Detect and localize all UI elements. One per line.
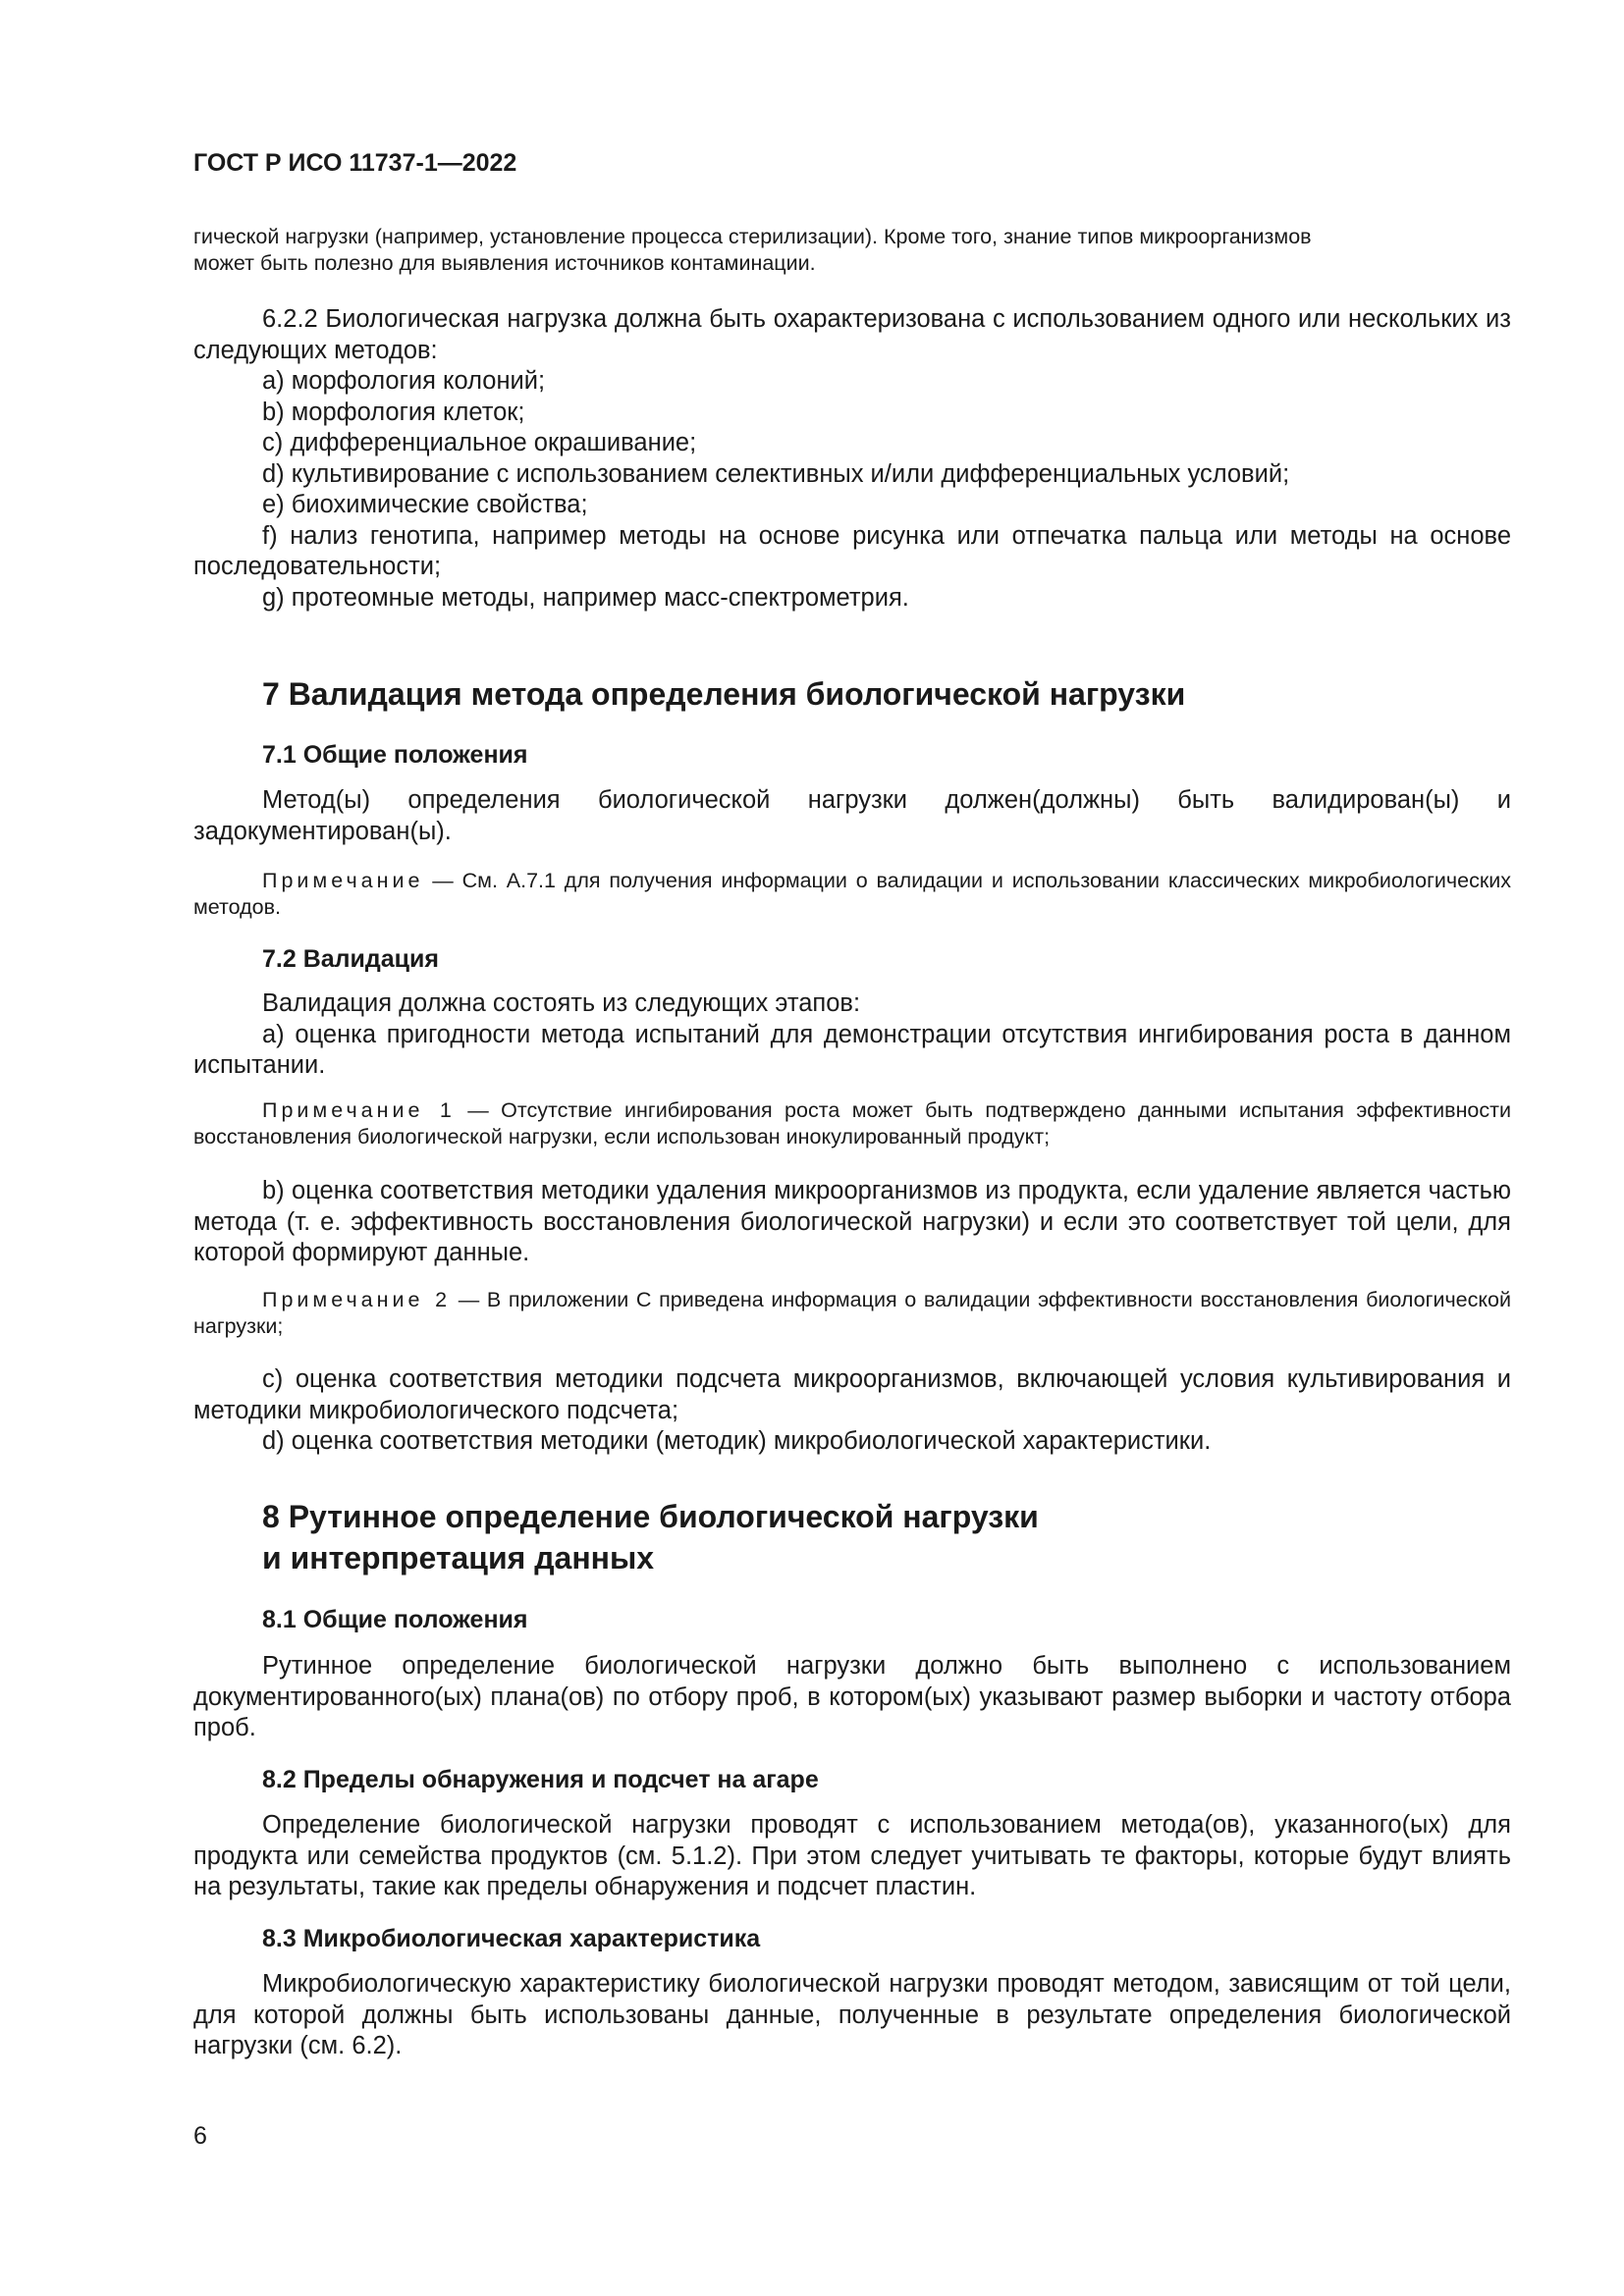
- list-item-c: c) дифференциальное окрашивание;: [262, 429, 697, 456]
- section-8-2-title: 8.2 Пределы обнаружения и подсчет на агаре: [262, 1766, 819, 1793]
- note-7-1: [193, 868, 1511, 921]
- page-number: 6: [193, 2122, 207, 2150]
- section-8-3-body: [193, 1969, 1511, 2062]
- section-8-1-title: 8.1 Общие положения: [262, 1606, 528, 1633]
- section-7-1-body: [193, 785, 1511, 847]
- paragraph-7-2-c: c) оценка соответствия методики подсчета микроорганизмов, включающей условия культивирования и методики микробиологического подсчета;: [193, 1365, 1511, 1424]
- paragraph-6-2-2: 6.2.2 Биологическая нагрузка должна быть охарактеризована с использованием одного или нескольких из следующих методов:: [193, 305, 1511, 364]
- note-body: — В приложении С приведена информация о валидации эффективности восстановления биологической нагрузки;: [193, 1288, 1512, 1338]
- paragraph-7-1: Метод(ы) определения биологической нагрузки должен(должны) быть валидирован(ы) и задокументирован(ы).: [193, 786, 1511, 845]
- note-label: Примечание 1: [262, 1098, 456, 1122]
- note-7-2-1-text: [193, 1097, 1511, 1150]
- note-7-2-2-text: [193, 1287, 1511, 1340]
- section-7-2-title: 7.2 Валидация: [262, 945, 440, 973]
- section-8-3-title: 8.3 Микробиологическая характеристика: [262, 1925, 761, 1952]
- section-8-2-body: [193, 1810, 1511, 1903]
- list-item-g: g) протеомные методы, например масс-спектрометрия.: [262, 583, 909, 612]
- section-8-2: [193, 1765, 1511, 1795]
- note-body: — См. А.7.1 для получения информации о валидации и использовании классических микробиологических методов.: [193, 869, 1511, 919]
- intro-line-1: гической нагрузки (например, установление процесса стерилизации). Кроме того, знание типов микроорганизмов: [193, 225, 1312, 248]
- paragraph-7-2-a: a) оценка пригодности метода испытаний для демонстрации отсутствия ингибирования роста в данном испытании.: [193, 1020, 1511, 1079]
- intro-line-2: может быть полезно для выявления источников контаминации.: [193, 251, 816, 275]
- note-7-2-1: [193, 1097, 1511, 1150]
- section-7-2: [193, 944, 1511, 975]
- list-item-a: a) морфология колоний;: [262, 367, 546, 395]
- list-item-e: e) биохимические свойства;: [262, 491, 588, 518]
- paragraph-7-2-intro: Валидация должна состоять из следующих этапов:: [262, 989, 861, 1017]
- note-body: — Отсутствие ингибирования роста может быть подтверждено данными испытания эффективности восстановления биологической нагрузки, если использован инокулированный продукт;: [193, 1098, 1512, 1148]
- section-7-2-cd: [193, 1364, 1511, 1458]
- intro-continuation: [193, 224, 1511, 277]
- section-7-heading: [193, 673, 1511, 715]
- section-8-1: [193, 1605, 1511, 1635]
- section-6-2-2: [193, 304, 1511, 614]
- paragraph-7-2-b: b) оценка соответствия методики удаления микроорганизмов из продукта, если удаление является частью метода (т. е. эффективность восстановления биологической нагрузки) и если это соответствует той цели, для которой формируют данные.: [193, 1177, 1511, 1266]
- section-8-1-body: [193, 1651, 1511, 1744]
- section-7-1-title: 7.1 Общие положения: [262, 741, 528, 769]
- section-8-title-line-2: и интерпретация данных: [262, 1540, 655, 1575]
- section-7-1: [193, 740, 1511, 771]
- list-item-b: b) морфология клеток;: [262, 398, 525, 426]
- section-7-title: 7 Валидация метода определения биологической нагрузки: [262, 676, 1186, 712]
- section-8-heading: [193, 1496, 1511, 1578]
- paragraph-7-2-d: d) оценка соответствия методики (методик) микробиологической характеристики.: [262, 1427, 1212, 1455]
- section-8-3: [193, 1924, 1511, 1954]
- document-header: ГОСТ Р ИСО 11737-1—2022: [193, 149, 517, 177]
- note-7-2-2: [193, 1287, 1511, 1340]
- paragraph-8-2: Определение биологической нагрузки проводят с использованием метода(ов), указанного(ых) для продукта или семейства продуктов (см. 5.1.2). При этом следует учитывать те факторы, которые будут влиять на результаты, такие как пределы обнаружения и подсчет пластин.: [193, 1811, 1511, 1900]
- section-7-2-b: [193, 1176, 1511, 1269]
- paragraph-8-3: Микробиологическую характеристику биологической нагрузки проводят методом, зависящим от той цели, для которой должны быть использованы данные, полученные в результате определения биологической нагрузки (см. 6.2).: [193, 1970, 1511, 2059]
- list-item-d: d) культивирование с использованием селективных и/или дифференциальных условий;: [262, 459, 1290, 488]
- note-7-1-text: [193, 868, 1511, 921]
- list-item-f: f) нализ генотипа, например методы на основе рисунка или отпечатка пальца или методы на основе последовательности;: [193, 521, 1511, 580]
- note-label: Примечание: [262, 869, 424, 892]
- paragraph-8-1: Рутинное определение биологической нагрузки должно быть выполнено с использованием документированного(ых) плана(ов) по отбору проб, в котором(ых) указывают размер выборки и частоту отбора проб.: [193, 1652, 1511, 1741]
- section-7-2-body: [193, 988, 1511, 1082]
- note-label: Примечание 2: [262, 1288, 452, 1311]
- section-8-title-line-1: 8 Рутинное определение биологической нагрузки: [262, 1499, 1039, 1534]
